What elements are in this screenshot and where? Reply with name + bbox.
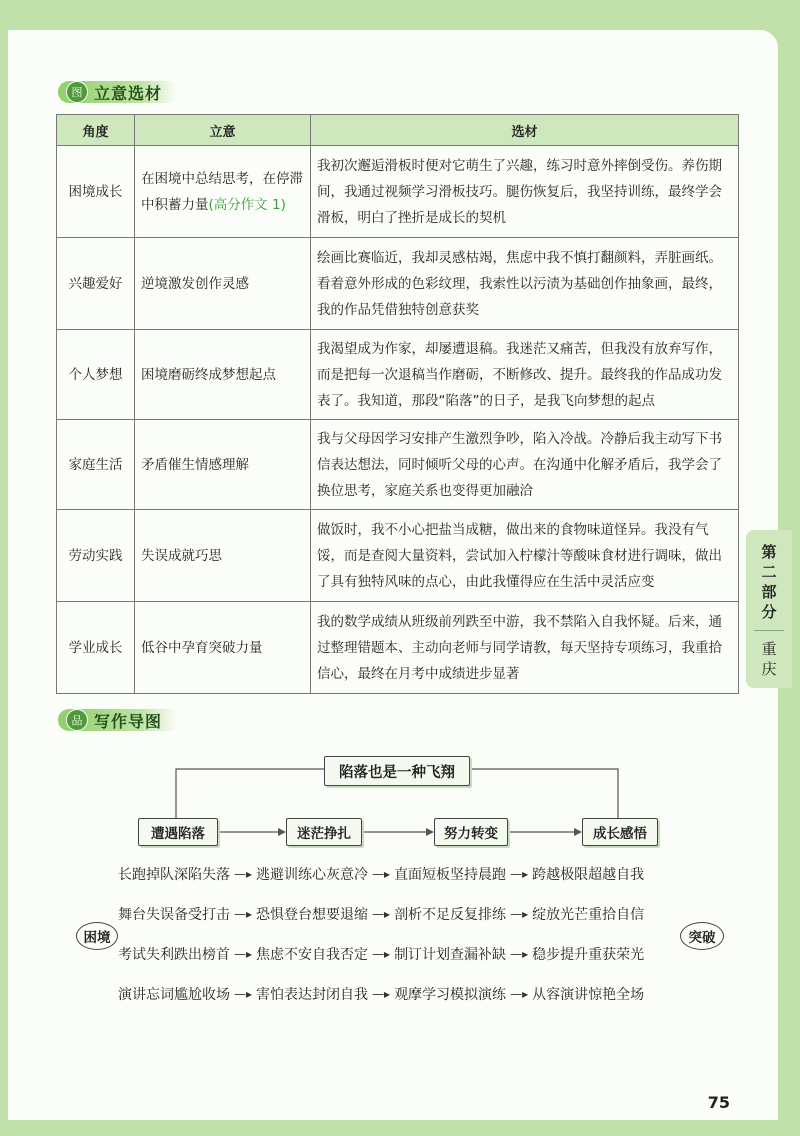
stage-box: 努力转变 — [434, 818, 508, 846]
arrow-icon: —▸ — [372, 907, 391, 921]
arrow-icon: —▸ — [372, 867, 391, 881]
arrow-icon: —▸ — [510, 907, 529, 921]
cell-material: 我与父母因学习安排产生激烈争吵，陷入冷战。冷静后我主动写下书信表达想法，同时倾听父母的心声。在沟通中化解矛盾后，我学会了换位思考，家庭关系也变得更加融洽 — [311, 420, 739, 510]
left-oval-label: 困境 — [76, 922, 118, 950]
stage-arrow-head — [426, 828, 434, 836]
cell-material: 做饭时，我不小心把盐当成糖，做出来的食物味道怪异。我没有气馁，而是查阅大量资料，尝试加入柠檬汁等酸味食材进行调味，做出了具有独特风味的点心，由此我懂得应在生活中灵活应变 — [311, 510, 739, 602]
chain-row — [118, 864, 644, 884]
header-material: 选材 — [311, 115, 739, 146]
stage-box: 成长感悟 — [582, 818, 658, 846]
stage-arrow-head — [574, 828, 582, 836]
chain-step: 长跑掉队深陷失落 — [118, 867, 230, 883]
chain-step: 直面短板坚持晨跑 — [394, 867, 507, 883]
chain-step: 跨越极限超越自我 — [532, 867, 645, 883]
cell-idea: 低谷中孕育突破力量 — [135, 602, 311, 694]
header-idea: 立意 — [135, 115, 311, 146]
arrow-icon: —▸ — [234, 947, 253, 961]
section-title: 写作导图 — [94, 711, 163, 731]
cell-idea: 失误成就巧思 — [135, 510, 311, 602]
arrow-icon: —▸ — [372, 947, 391, 961]
arrow-icon: —▸ — [510, 947, 529, 961]
chain-step: 制订计划查漏补缺 — [394, 947, 507, 963]
cell-angle: 家庭生活 — [57, 420, 135, 510]
arrow-icon: —▸ — [234, 867, 253, 881]
connector-right — [468, 769, 618, 820]
chain-step: 舞台失误备受打击 — [118, 907, 230, 923]
chain-step: 从容演讲惊艳全场 — [532, 987, 645, 1003]
cell-angle: 劳动实践 — [57, 510, 135, 602]
arrow-icon: —▸ — [510, 867, 529, 881]
arrow-icon: —▸ — [234, 907, 253, 921]
connector-left — [176, 769, 324, 820]
cell-idea: 逆境激发创作灵感 — [135, 238, 311, 330]
cell-idea: 困境磨砺终成梦想起点 — [135, 330, 311, 420]
cell-material: 我的数学成绩从班级前列跌至中游，我不禁陷入自我怀疑。后来，通过整理错题本、主动向老师与同学请教，每天坚持专项练习，我重拾信心，最终在月考中成绩进步显著 — [311, 602, 739, 694]
theme-box: 陷落也是一种飞翔 — [324, 756, 470, 786]
chain-row — [118, 904, 644, 924]
section-title: 立意选材 — [94, 83, 163, 103]
stage-box: 迷茫挣扎 — [286, 818, 362, 846]
right-oval-label: 突破 — [680, 922, 724, 950]
chain-step: 焦虑不安自我否定 — [256, 947, 369, 963]
cell-angle: 个人梦想 — [57, 330, 135, 420]
chain-step: 考试失利跌出榜首 — [118, 947, 230, 963]
arrow-icon: —▸ — [510, 987, 529, 1001]
cell-angle: 困境成长 — [57, 146, 135, 238]
chain-step: 观摩学习模拟演练 — [394, 987, 507, 1003]
chain-step: 恐惧登台想要退缩 — [256, 907, 369, 923]
chain-step: 剖析不足反复排练 — [394, 907, 507, 923]
stage-box: 遭遇陷落 — [138, 818, 218, 846]
side-tab-part: 第二部分 — [761, 543, 777, 621]
side-tab-region: 重庆 — [761, 640, 777, 678]
chain-step: 绽放光芒重拾自信 — [532, 907, 645, 923]
chain-step: 演讲忘词尴尬收场 — [118, 987, 230, 1003]
cell-material: 绘画比赛临近，我却灵感枯竭，焦虑中我不慎打翻颜料，弄脏画纸。看着意外形成的色彩纹理，我索性以污渍为基础创作抽象画，最终，我的作品凭借独特创意获奖 — [311, 238, 739, 330]
cell-angle: 兴趣爱好 — [57, 238, 135, 330]
section-badge-icon: 品 — [66, 709, 88, 731]
arrow-icon: —▸ — [234, 987, 253, 1001]
cell-idea: 矛盾催生情感理解 — [135, 420, 311, 510]
chain-row — [118, 944, 644, 964]
idea-text: 在困境中总结思考，在停滞中积蓄力量 — [141, 170, 303, 213]
header-angle: 角度 — [57, 115, 135, 146]
cell-material: 我初次邂逅滑板时便对它萌生了兴趣，练习时意外摔倒受伤。养伤期间，我通过视频学习滑板技巧。腿伤恢复后，我坚持训练，最终学会滑板，明白了挫折是成长的契机 — [311, 146, 739, 238]
chain-row — [118, 984, 644, 1004]
chain-step: 稳步提升重获荣光 — [532, 947, 645, 963]
arrow-icon: —▸ — [372, 987, 391, 1001]
chain-step: 害怕表达封闭自我 — [256, 987, 369, 1003]
idea-note: (高分作文 1) — [208, 196, 286, 213]
cell-angle: 学业成长 — [57, 602, 135, 694]
section-badge-icon: 图 — [66, 81, 88, 103]
chain-step: 逃避训练心灰意冷 — [256, 867, 369, 883]
cell-material: 我渴望成为作家，却屡遭退稿。我迷茫又痛苦，但我没有放弃写作，而是把每一次退稿当作磨砺，不断修改、提升。最终我的作品成功发表了。我知道，那段“陷落”的日子，是我飞向梦想的起点 — [311, 330, 739, 420]
page-number: 75 — [707, 1093, 730, 1112]
stage-arrow-head — [278, 828, 286, 836]
